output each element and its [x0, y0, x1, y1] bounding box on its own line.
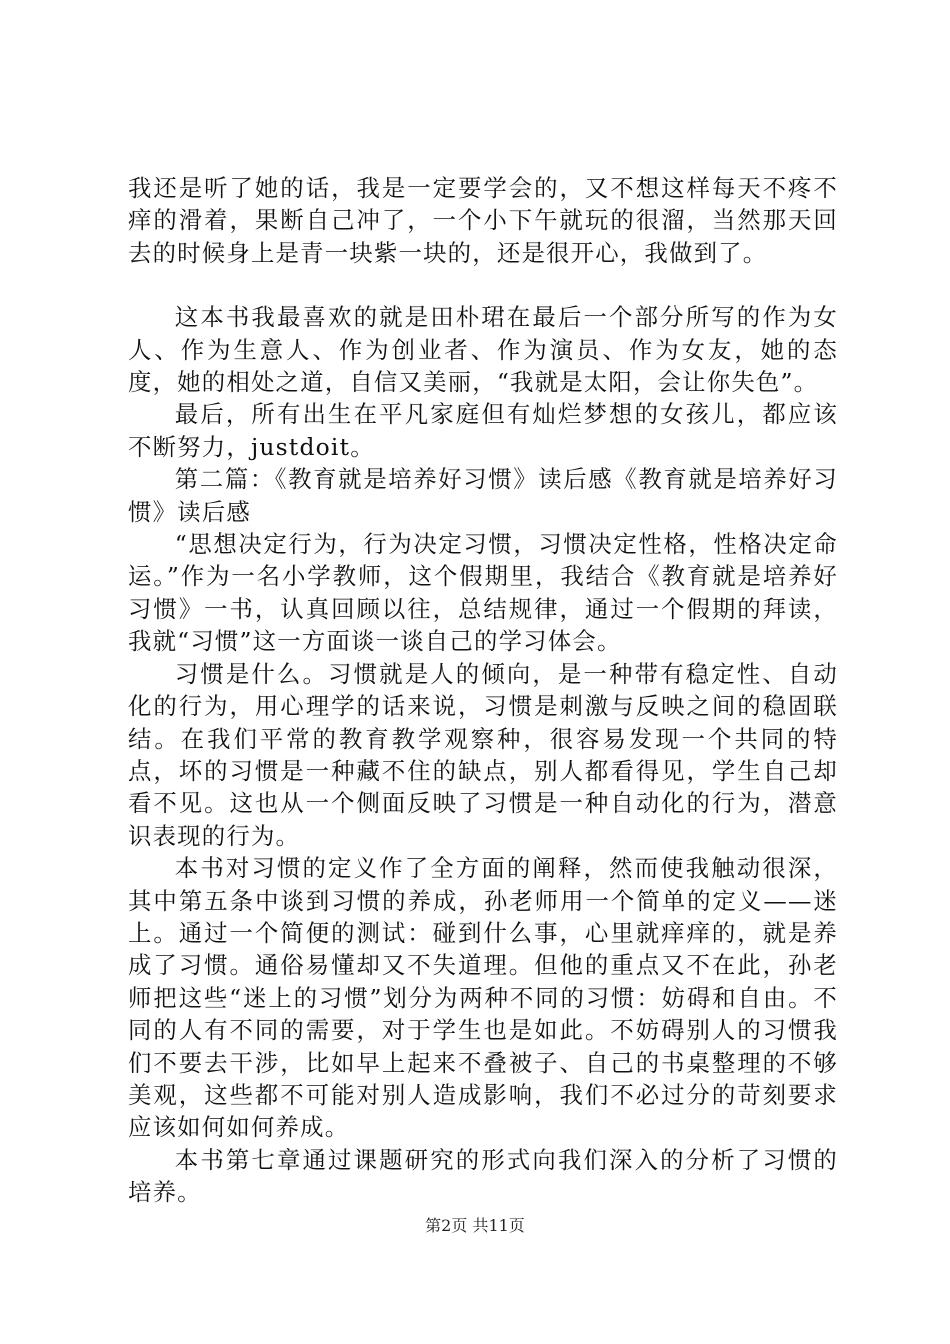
section-heading: 第二篇：《教育就是培养好习惯》读后感《教育就是培养好习惯》读后感: [128, 465, 838, 526]
paragraph-favorite-part: 这本书我最喜欢的就是田朴珺在最后一个部分所写的作为女人、作为生意人、作为创业者、作为演员、作为女友，她的态度，她的相处之道，自信又美丽，“我就是太阳，会让你失色”。: [128, 303, 838, 397]
paragraph-habit-definition: 习惯是什么。习惯就是人的倾向，是一种带有稳定性、自动化的行为，用心理学的话来说，习惯是刺激与反映之间的稳固联结。在我们平常的教育教学观察种，很容易发现一个共同的特点，坏的习惯是一种藏不住的缺点，别人都看得见，学生自己却看不见。这也从一个侧面反映了习惯是一种自动化的行为，潜意识表现的行为。: [128, 659, 838, 850]
paragraph-quote: “思想决定行为，行为决定习惯，习惯决定性格，性格决定命运。”作为一名小学教师，这个假期里，我结合《教育就是培养好习惯》一书，认真回顾以往，总结规律，通过一个假期的拜读，我就“习惯”这一方面谈一谈自己的学习体会。: [128, 530, 838, 656]
paragraph-habit-formation: 本书对习惯的定义作了全方面的阐释，然而使我触动很深，其中第五条中谈到习惯的养成，孙老师用一个简单的定义——迷上。通过一个简便的测试：碰到什么事，心里就痒痒的，就是养成了习惯。通俗易懂却又不失道理。但他的重点又不在此，孙老师把这些“迷上的习惯”划分为两种不同的习惯：妨碍和自由。不同的人有不同的需要，对于学生也是如此。不妨碍别人的习惯我们不要去干涉，比如早上起来不叠被子、自己的书桌整理的不够美观，这些都不可能对别人造成影响，我们不必过分的苛刻要求应该如何如何养成。: [128, 854, 838, 1142]
page-number-footer: 第2页 共11页: [425, 1216, 525, 1235]
paragraph-chapter-seven: 本书第七章通过课题研究的形式向我们深入的分析了习惯的培养。: [128, 1145, 838, 1207]
paragraph-continuation: 我还是听了她的话，我是一定要学会的，又不想这样每天不疼不痒的滑着，果断自己冲了，一个小下午就玩的很溜，当然那天回去的时候身上是青一块紫一块的，还是很开心，我做到了。: [128, 174, 838, 267]
paragraph-conclusion: 最后，所有出生在平凡家庭但有灿烂梦想的女孩儿，都应该不断努力，justdoit。: [128, 400, 838, 461]
body-text: [128, 172, 838, 1209]
